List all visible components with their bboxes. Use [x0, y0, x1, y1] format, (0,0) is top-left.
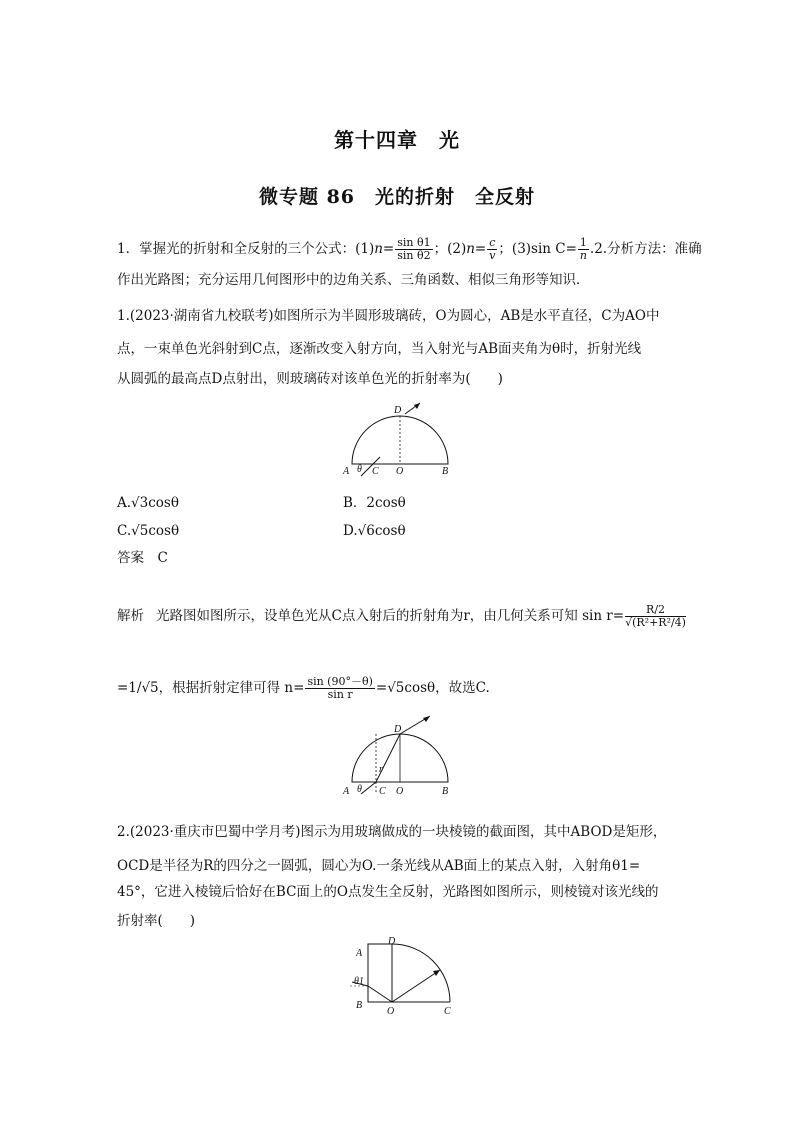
q2-reflected-ray: [392, 970, 440, 1002]
analysis-frac-den: √(R²+R²/4): [625, 616, 686, 629]
q2-line-3: 45°，它进入棱镜后恰好在BC面上的O点发生全反射，光路图如图所示，则棱镜对该光线的: [117, 884, 659, 900]
q2-line-4: 折射率( ): [117, 913, 196, 929]
option-c: C.√5cosθ: [117, 523, 180, 539]
answer: 答案 C: [117, 550, 168, 566]
q1-line-3: 从圆弧的最高点D点射出，则玻璃砖对该单色光的折射率为( ): [117, 371, 503, 387]
f1-num: sin θ1: [397, 236, 431, 249]
q2-label-c: C: [444, 1006, 451, 1017]
analysis-text-2b: =√5cosθ，故选C.: [375, 680, 490, 696]
analysis-text-1: 光路图如图所示，设单色光从C点入射后的折射角为r，由几何关系可知 sin r=: [156, 608, 625, 624]
analysis-arrowhead: [423, 716, 430, 722]
f1-den: sin θ2: [397, 249, 431, 262]
analysis-frac2-num: sin (90°－θ): [307, 675, 373, 688]
analysis-figure: [335, 712, 465, 802]
analysis-fraction: [625, 604, 686, 629]
f2-num: c: [489, 236, 496, 249]
q2-line-1: 2.(2023·重庆市巴蜀中学月考)图示为用玻璃做成的一块棱镜的截面图，其中ABOD是矩形，: [117, 824, 667, 840]
label-theta: θ: [357, 464, 362, 475]
q2-label-b: B: [356, 1000, 363, 1011]
option-a: A.√3cosθ: [117, 495, 179, 511]
f3-den: n: [579, 249, 587, 262]
analysis-label-o: O: [396, 786, 404, 797]
q2-line-2: OCD是半径为R的四分之一圆弧，圆心为O.一条光线从AB面上的某点入射，入射角θ1=: [117, 858, 641, 874]
chapter-title: 第十四章 光: [334, 128, 460, 152]
q2-label-theta1: θ1: [354, 976, 364, 987]
q2-label-d: D: [388, 936, 396, 947]
analysis-label-r: r: [379, 764, 383, 775]
option-d: D.√6cosθ: [343, 523, 406, 539]
analysis-fraction-2: [305, 676, 374, 701]
topic-title: 微专题 86 光的折射 全反射: [258, 186, 536, 208]
f1-fraction: [395, 237, 432, 262]
exit-arrowhead: [414, 403, 420, 409]
f3-fraction: [578, 237, 589, 262]
intro-sep2: ；(3)sin C=: [498, 241, 577, 257]
q1-line-2: 点，一束单色光斜射到C点，逐渐改变入射方向，当入射光与AB面夹角为θ时，折射光线: [117, 341, 642, 357]
label-b: B: [442, 466, 449, 477]
analysis-line-2: [117, 676, 490, 701]
intro-prefix: 1．掌握光的折射和全反射的三个公式：(1): [117, 241, 375, 257]
analysis-label: 解析: [117, 608, 144, 624]
label-d: D: [394, 405, 402, 416]
q2-label-a: A: [356, 948, 363, 959]
q2-arrowhead: [433, 970, 440, 976]
label-c: C: [372, 466, 379, 477]
label-o: O: [396, 466, 404, 477]
f2-den: v: [489, 249, 496, 262]
analysis-incident-ray: [361, 782, 376, 794]
analysis-label-b: B: [442, 786, 449, 797]
rectangle-abod: [368, 944, 392, 1002]
f3-num: 1: [579, 236, 587, 249]
analysis-frac2-den: sin r: [327, 688, 353, 701]
analysis-label-theta: θ: [357, 784, 362, 795]
q1-line-1: 1.(2023·湖南省九校联考)如图所示为半圆形玻璃砖，O为圆心，AB是水平直径，C为AO中: [117, 308, 660, 324]
quarter-arc: [392, 944, 450, 1002]
analysis-line-1: [117, 604, 687, 629]
option-b: B．2cosθ: [343, 495, 406, 511]
q2-label-o: O: [387, 1006, 395, 1017]
intro-line-1: [117, 237, 702, 262]
intro-sep1: ；(2): [433, 241, 467, 257]
analysis-label-d: D: [394, 724, 402, 735]
f1-lhs: n=: [374, 241, 395, 257]
analysis-frac-num: R/2: [625, 604, 686, 617]
f2-lhs: n=: [466, 241, 487, 257]
label-a: A: [343, 466, 350, 477]
f2-fraction: [487, 237, 497, 262]
analysis-text-2a: =1/√5，根据折射定律可得 n=: [117, 680, 305, 696]
q2-refracted-ray: [368, 986, 392, 1002]
analysis-label-a: A: [343, 786, 350, 797]
analysis-label-c: C: [379, 786, 386, 797]
intro-suffix: .2.分析方法：准确: [589, 241, 702, 257]
q1-figure: [335, 400, 465, 480]
intro-line-2: 作出光路图；充分运用几何图形中的边角关系、三角函数、相似三角形等知识．: [117, 272, 590, 288]
q2-figure: [330, 934, 460, 1019]
